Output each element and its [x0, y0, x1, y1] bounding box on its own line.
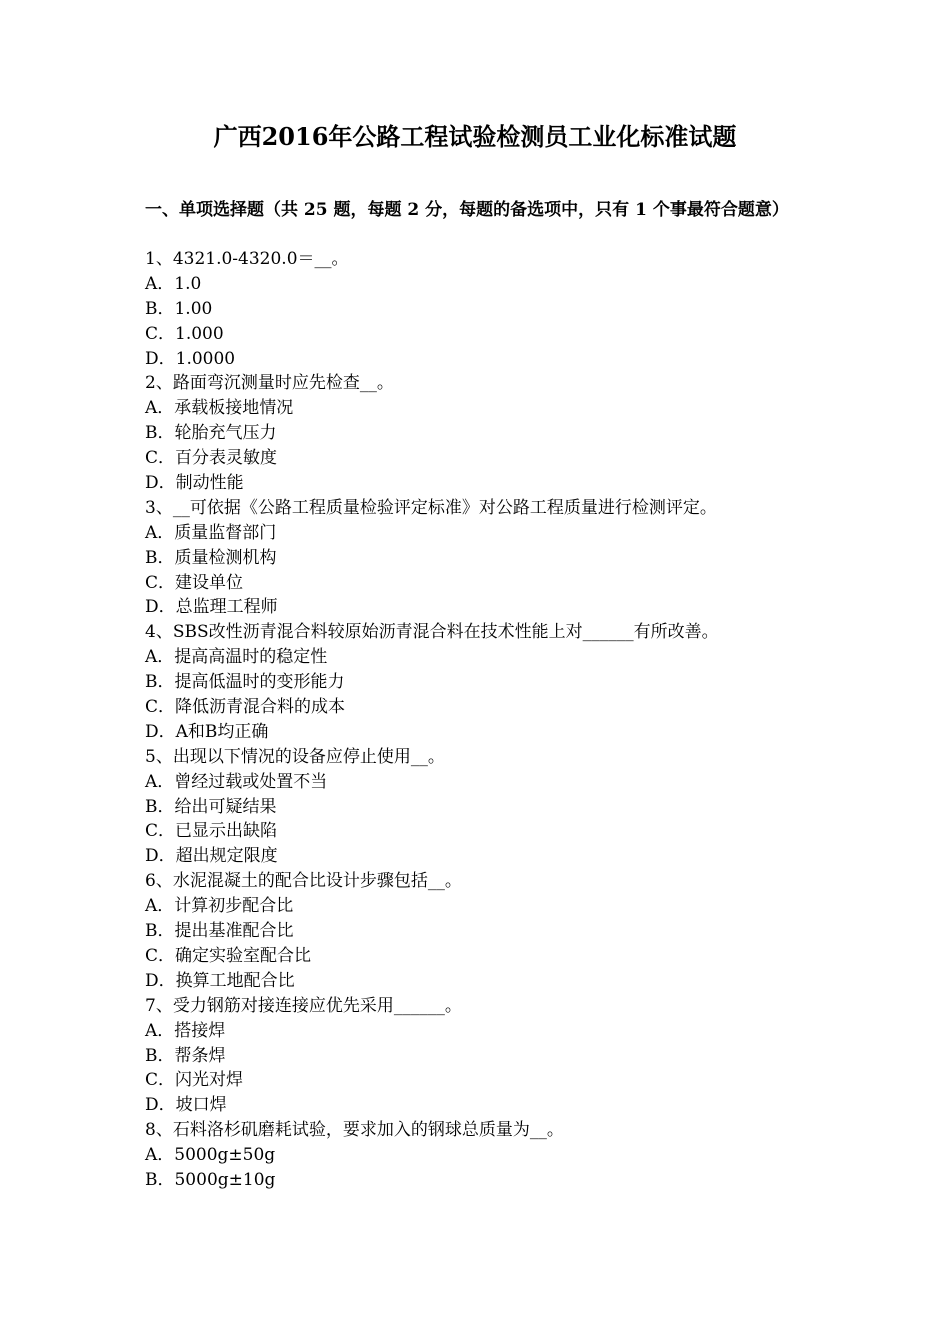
answer-option: B．5000g±10g — [145, 1169, 276, 1190]
answer-option: C．确定实验室配合比 — [145, 945, 312, 966]
answer-option: D．超出规定限度 — [145, 846, 278, 867]
answer-option: D．制动性能 — [145, 473, 244, 494]
answer-option: A．5000g±50g — [145, 1145, 276, 1166]
section-heading: 一、单项选择题（共 25 题，每题 2 分，每题的备选项中，只有 1 个事最符合题意） — [145, 200, 789, 220]
answer-option: C．1.000 — [145, 323, 224, 344]
question-stem: 6、水泥混凝土的配合比设计步骤包括__。 — [145, 871, 462, 892]
question-list — [145, 247, 825, 1193]
answer-option: A．1.0 — [145, 273, 202, 294]
answer-option: C．降低沥青混合料的成本 — [145, 697, 346, 718]
answer-option: C．已显示出缺陷 — [145, 821, 278, 842]
question-stem: 5、出现以下情况的设备应停止使用__。 — [145, 746, 445, 767]
answer-option: B．提高低温时的变形能力 — [145, 672, 345, 693]
question-stem: 3、__可依据《公路工程质量检验评定标准》对公路工程质量进行检测评定。 — [145, 497, 717, 518]
answer-option: C．建设单位 — [145, 572, 244, 593]
question-stem: 8、石料洛杉矶磨耗试验，要求加入的钢球总质量为__。 — [145, 1120, 564, 1141]
answer-option: D．总监理工程师 — [145, 597, 278, 618]
answer-option: B．提出基准配合比 — [145, 921, 294, 942]
answer-option: A．提高高温时的稳定性 — [145, 647, 328, 668]
answer-option: D．坡口焊 — [145, 1095, 227, 1116]
answer-option: B．质量检测机构 — [145, 547, 277, 568]
answer-option: C．百分表灵敏度 — [145, 448, 278, 469]
answer-option: C．闪光对焊 — [145, 1070, 244, 1091]
answer-option: B．给出可疑结果 — [145, 796, 277, 817]
question-stem: 2、路面弯沉测量时应先检查__。 — [145, 373, 394, 394]
answer-option: D．换算工地配合比 — [145, 970, 295, 991]
document-title: 广西2016年公路工程试验检测员工业化标准试题 — [213, 122, 737, 151]
answer-option: A．承载板接地情况 — [145, 398, 294, 419]
answer-option: A．计算初步配合比 — [145, 896, 294, 917]
question-stem: 7、受力钢筋对接连接应优先采用______。 — [145, 995, 462, 1016]
answer-option: A．搭接焊 — [145, 1020, 226, 1041]
answer-option: B．1.00 — [145, 298, 213, 319]
answer-option: B．轮胎充气压力 — [145, 423, 277, 444]
answer-option: A．质量监督部门 — [145, 522, 277, 543]
question-stem: 4、SBS改性沥青混合料较原始沥青混合料在技术性能上对______有所改善。 — [145, 622, 719, 643]
answer-option: D．A和B均正确 — [145, 721, 269, 742]
question-stem: 1、4321.0-4320.0＝__。 — [145, 249, 349, 269]
answer-option: A．曾经过载或处置不当 — [145, 771, 328, 792]
answer-option: D．1.0000 — [145, 348, 236, 369]
answer-option: B．帮条焊 — [145, 1045, 226, 1066]
